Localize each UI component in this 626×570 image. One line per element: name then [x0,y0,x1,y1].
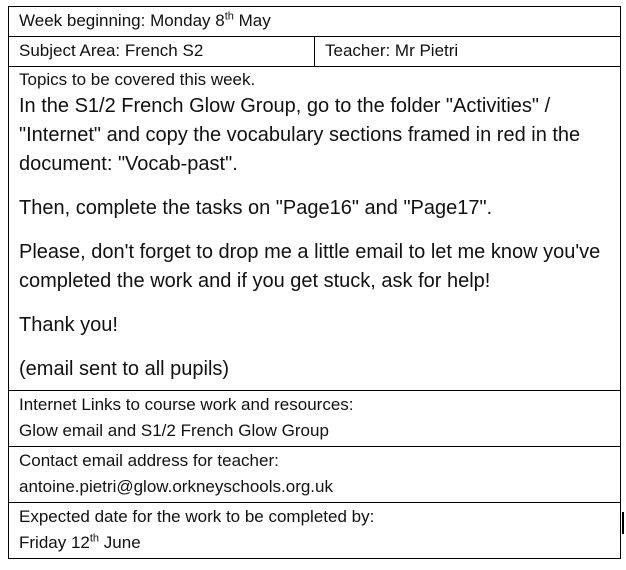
due-date [19,530,610,556]
links-heading: Internet Links to course work and resources: [19,395,354,414]
lesson-plan-table [8,6,621,559]
topics-heading: Topics to be covered this week. [19,70,256,89]
text-cursor [622,512,624,534]
contact-email[interactable]: antoine.pietri@glow.orkneyschools.org.uk [19,477,333,496]
teacher-cell [315,37,621,67]
topics-paragraph-instructions: In the S1/2 French Glow Group, go to the folder "Activities" / "Internet" and copy the vocabulary sections framed in red in the document: "Vocab-past". [19,95,581,175]
links-value: Glow email and S1/2 French Glow Group [19,421,329,440]
subject-teacher-row [9,37,621,67]
week-day: Monday 8 [150,11,225,30]
topics-paragraph-note: (email sent to all pupils) [19,358,230,380]
subject-cell [9,37,315,67]
contact-heading: Contact email address for teacher: [19,451,279,470]
links-cell [9,391,621,447]
topics-paragraph-email-request: Please, don't forget to drop me a little email to let me know you've completed the work and if you get stuck, ask for help! [19,241,601,292]
topics-cell [9,67,621,391]
subject-area-text: Subject Area: French S2 [19,41,204,60]
due-day: Friday 12 [19,533,90,552]
week-day-suffix: th [224,10,234,23]
due-cell [9,503,621,559]
topics-paragraph-thanks: Thank you! [19,314,118,336]
week-row [9,7,621,37]
links-row [9,391,621,447]
due-day-suffix: th [89,532,100,545]
due-row [9,503,621,559]
week-label: Week beginning: [19,11,151,30]
due-month: June [99,533,141,552]
topics-paragraph-tasks: Then, complete the tasks on "Page16" and "Page17". [19,197,493,219]
due-heading: Expected date for the work to be completed by: [19,507,375,526]
teacher-text: Teacher: Mr Pietri [325,41,459,60]
week-month: May [233,11,271,30]
contact-row [9,447,621,503]
week-cell [9,7,621,37]
contact-cell [9,447,621,503]
topics-row [9,67,621,391]
